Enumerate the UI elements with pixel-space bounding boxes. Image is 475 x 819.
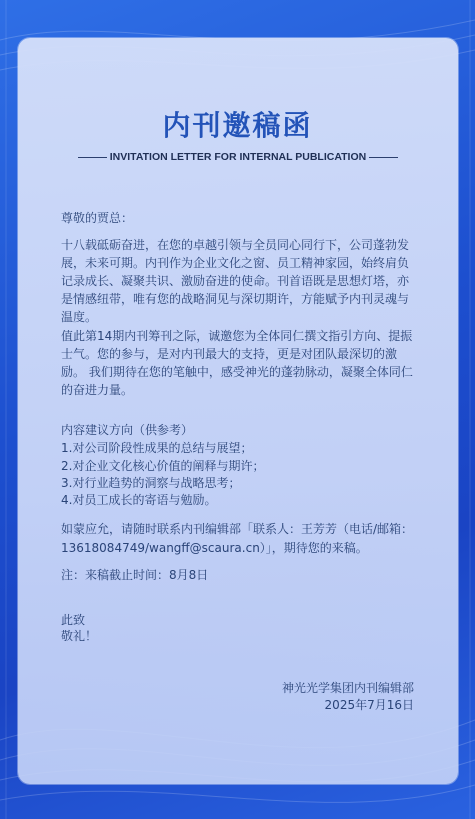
suggestions-title: 内容建议方向（供参考） bbox=[61, 423, 194, 437]
subtitle-left-rule bbox=[78, 157, 107, 158]
page-title: 内刊邀稿函 bbox=[162, 109, 313, 142]
paragraph-invitation: 值此第14期内刊筹刊之际，诚邀您为全体同仁撰文指引方向、提振士气。您的参与，是对内刊最大的支持，更是对团队最深切的激励。 我们期待在您的笔触中，感受神光的蓬勃脉动，凝聚全体同仁的奋进力量。 bbox=[61, 329, 413, 397]
date: 2025年7月16日 bbox=[324, 698, 414, 712]
signature: 神光光学集团内刊编辑部 bbox=[281, 681, 414, 695]
subtitle-right-rule bbox=[369, 157, 398, 158]
suggestion-item: 1.对公司阶段性成果的总结与展望； bbox=[61, 441, 253, 455]
subtitle-row bbox=[78, 150, 398, 164]
suggestion-item: 4.对员工成长的寄语与勉励。 bbox=[61, 493, 217, 507]
greeting: 尊敬的贾总： bbox=[61, 211, 134, 225]
subtitle: INVITATION LETTER FOR INTERNAL PUBLICATION bbox=[109, 151, 367, 163]
suggestion-item: 2.对企业文化核心价值的阐释与期许； bbox=[61, 459, 265, 473]
closing-line-2: 敬礼！ bbox=[61, 629, 98, 643]
paragraph-intro: 十八载砥砺奋进，在您的卓越引领与全员同心同行下，公司蓬勃发展，未来可期。内刊作为企业文化之窗、员工精神家园，始终肩负记录成长、凝聚共识、激励奋进的使命。刊首语既是思想灯塔，亦是情感纽带，唯有您的战略洞见与深切期许，方能赋予内刊灵魂与温度。 bbox=[61, 238, 410, 324]
contact-info: 如蒙应允，请随时联系内刊编辑部「联系人：王芳芳（电话/邮箱：13618084749/wangff@scaura.cn）」，期待您的来稿。 bbox=[61, 522, 414, 555]
deadline-note: 注：来稿截止时间：8月8日 bbox=[61, 568, 209, 582]
suggestion-item: 3.对行业趋势的洞察与战略思考； bbox=[61, 476, 241, 490]
closing-line-1: 此致 bbox=[61, 613, 86, 627]
